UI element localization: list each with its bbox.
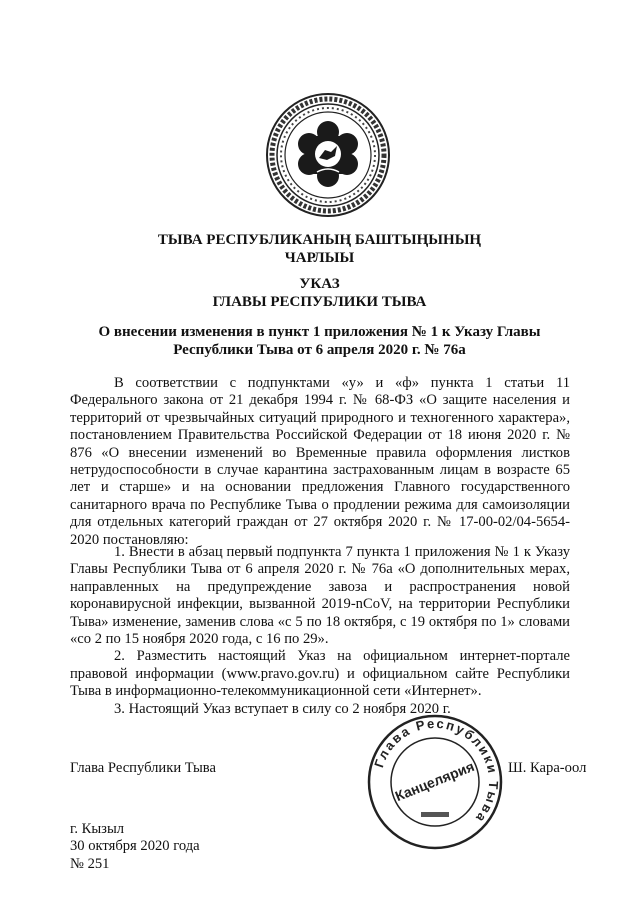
document-number: № 251	[70, 855, 110, 872]
doc-authority: ГЛАВЫ РЕСПУБЛИКИ ТЫВА	[212, 294, 427, 310]
issue-place: г. Кызыл	[70, 821, 125, 837]
official-stamp	[365, 712, 505, 852]
republic-heading-line2: ЧАРЛЫЫ	[284, 250, 355, 266]
stamp-center-text: Канцелярия	[392, 757, 477, 805]
issue-details	[70, 821, 200, 873]
preamble	[70, 375, 570, 549]
republic-heading	[0, 231, 639, 267]
decree-item-2: 2. Разместить настоящий Указ на официальном интернет-портале правовой информации (www.pravo.gov.ru) и официальном сайте Республики Тыва в информационно-телекоммуникационной сети «Интернет».	[70, 648, 570, 700]
doc-type: УКАЗ	[299, 276, 340, 292]
decree-item-3: 3. Настоящий Указ вступает в силу со 2 ноября 2020 г.	[114, 700, 451, 717]
issue-date: 30 октября 2020 года	[70, 838, 200, 855]
stamp-ring-text: Глава Республики Тыва	[371, 715, 502, 827]
republic-heading-line1: ТЫВА РЕСПУБЛИКАНЫҢ БАШТЫҢЫНЫҢ	[157, 232, 482, 248]
coat-of-arms-emblem	[265, 92, 391, 218]
document-subject	[0, 323, 639, 359]
subject-line2: Республики Тыва от 6 апреля 2020 г. № 76а	[173, 342, 466, 358]
document-title	[0, 275, 639, 311]
decree-items	[70, 544, 570, 718]
signatory-title: Глава Республики Тыва	[70, 760, 216, 776]
signatory-name: Ш. Кара-оол	[508, 760, 587, 776]
preamble-text: В соответствии с подпунктами «у» и «ф» пункта 1 статьи 11 Федерального закона от 21 декабря 1994 г. № 68-ФЗ «О защите населения и территорий от чрезвычайных ситуаций природного и техногенного характера», постановлением Правительства Российской Федерации от 18 июня 2020 г. № 876 «О внесении изменений во Временные правила оформления листков нетрудоспособности в случае карантина застрахованным лицам в возрасте 65 лет и старше» и на основании предложения Главного государственного санитарного врача по Республике Тыва о продлении режима для самоизоляции для отдельных категорий граждан от 27 октября 2020 г. № 17-00-02/04-5654-2020 постановляю:	[70, 375, 570, 548]
subject-line1: О внесении изменения в пункт 1 приложения № 1 к Указу Главы	[98, 324, 541, 340]
decree-item-1: 1. Внести в абзац первый подпункта 7 пункта 1 приложения № 1 к Указу Главы Республики Тыва от 6 апреля 2020 г. № 76а «О дополнительных мерах, направленных на предупреждение завоза и распространения новой коронавирусной инфекции, вызванной 2019-nCoV, на территории Республики Тыва» изменение, заменив слова «с 5 по 18 октября, с 19 октября по 1» словами «со 2 по 15 ноября 2020 года, с 16 по 29».	[70, 544, 570, 648]
